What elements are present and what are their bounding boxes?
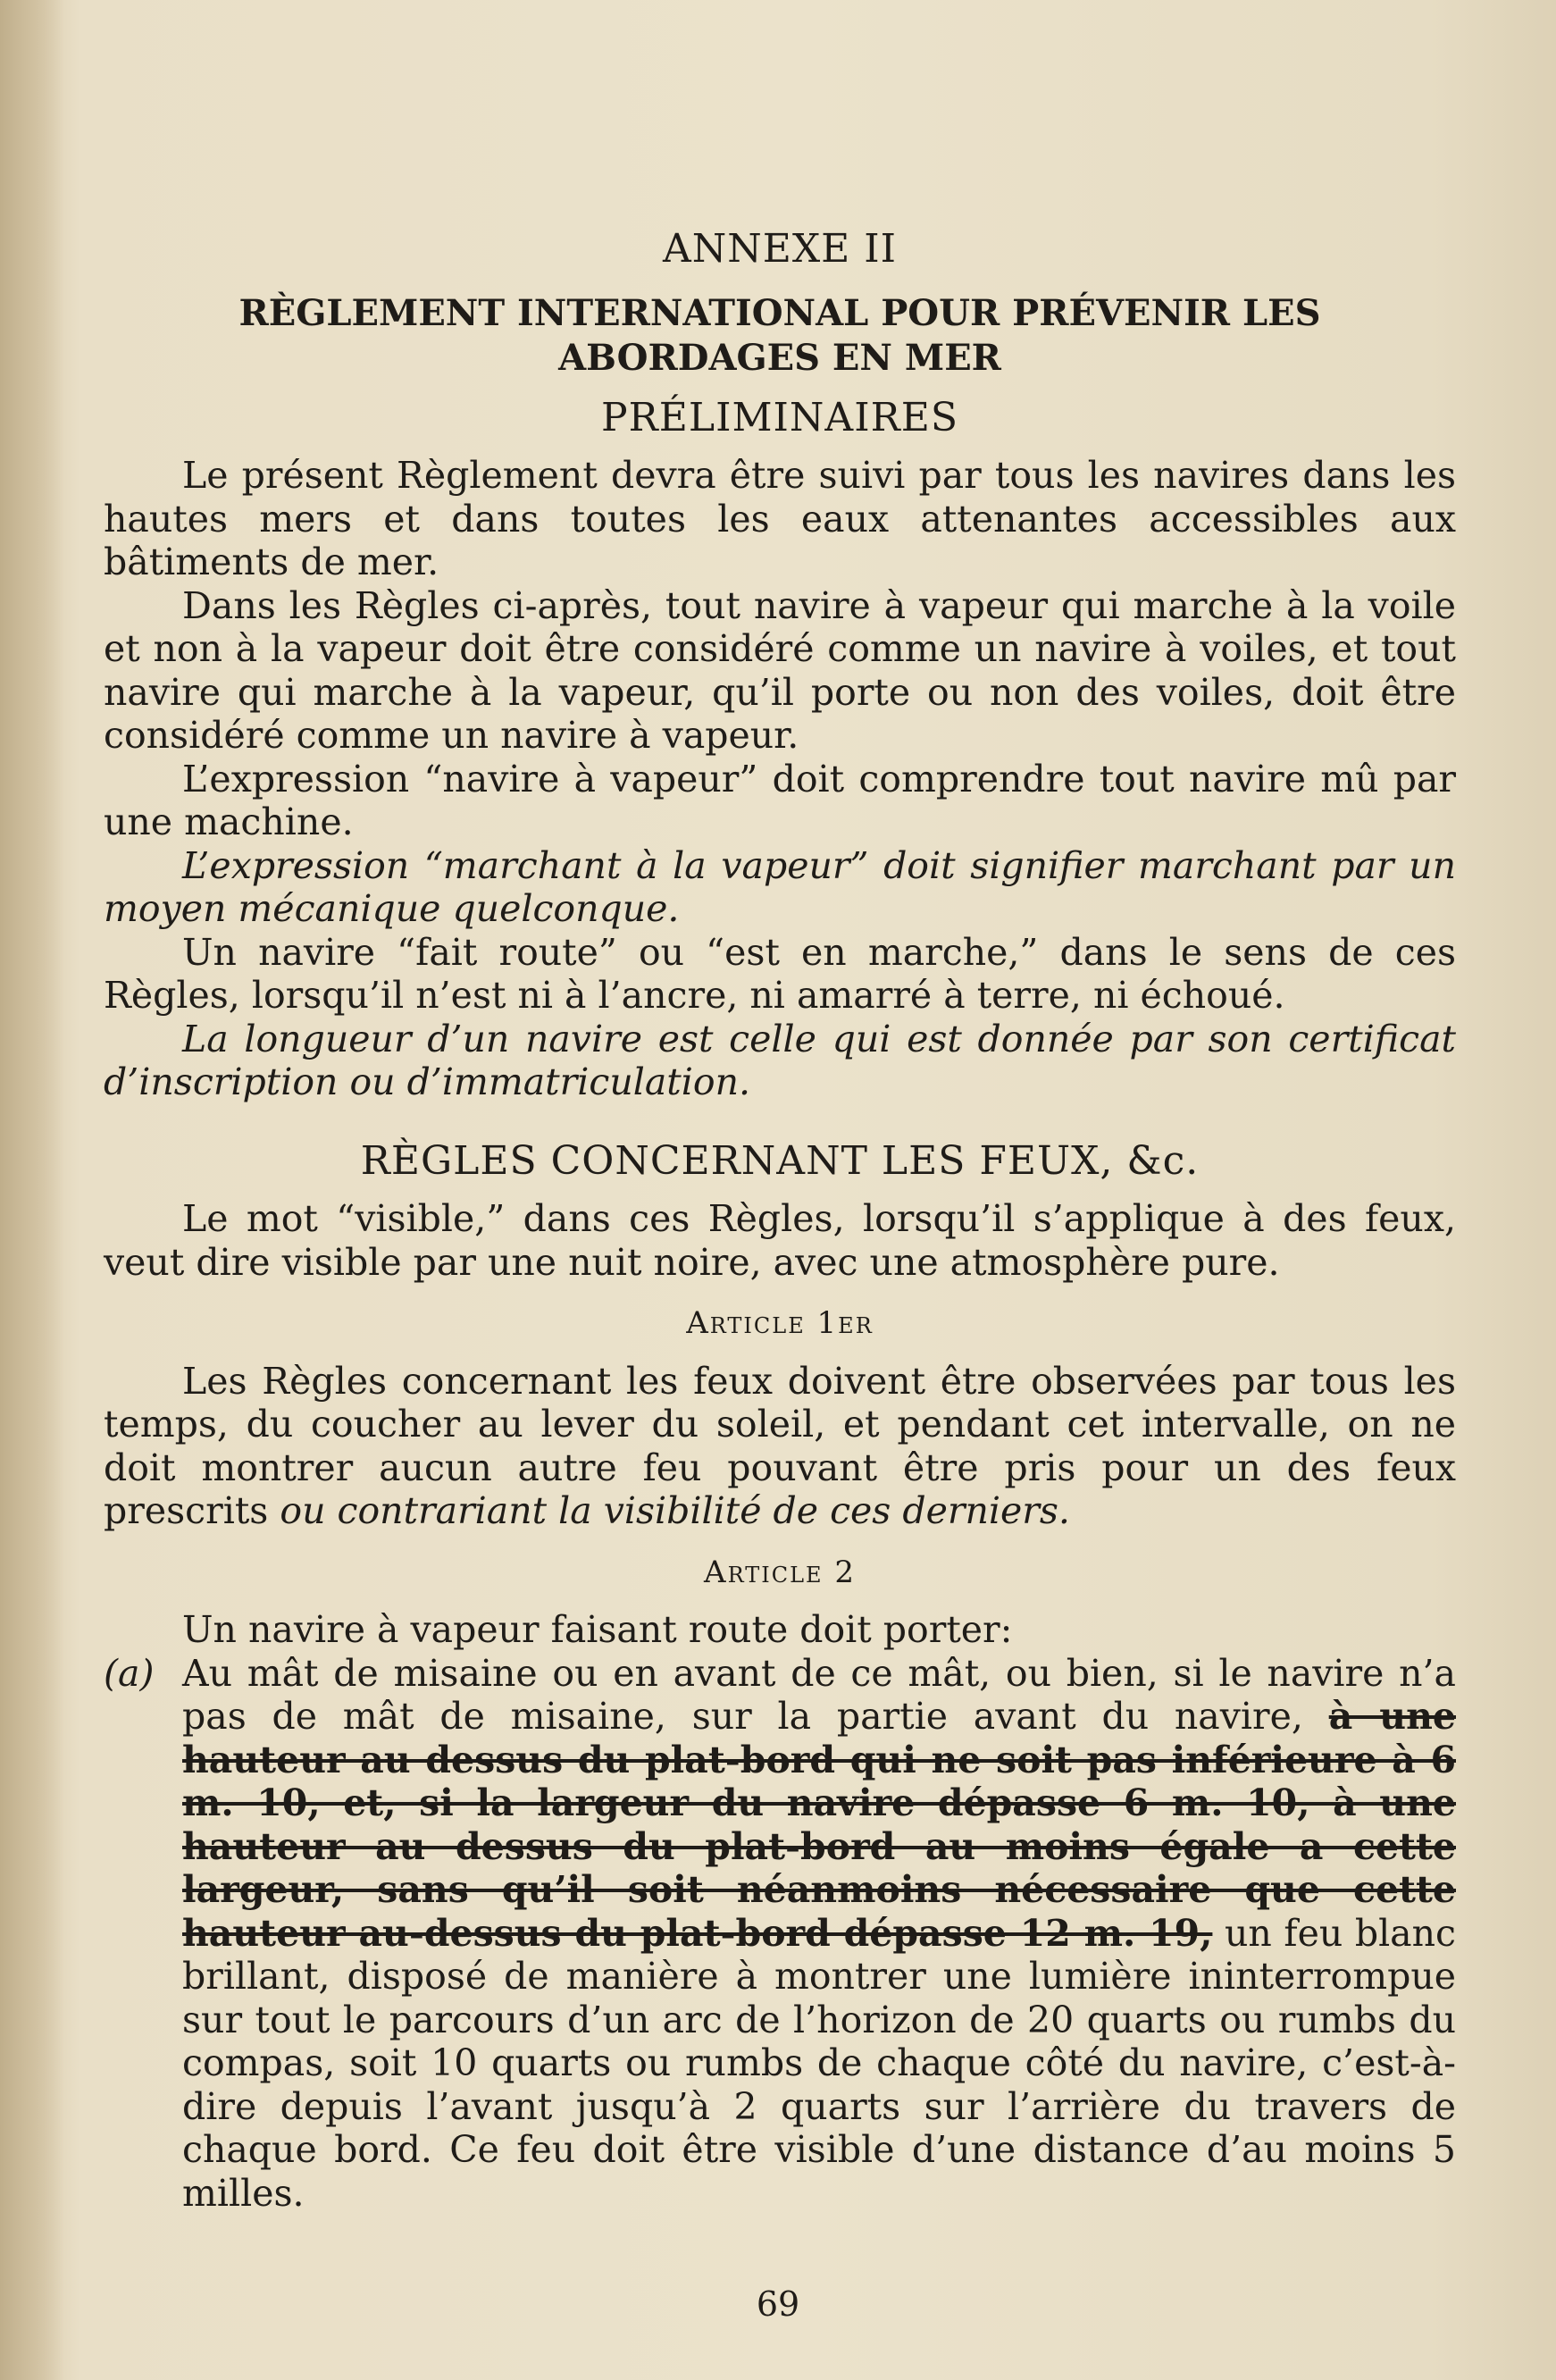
paragraph: Dans les Règles ci-après, tout navire à vapeur qui marche à la voile et non à la vapeur doit être considéré comme un navire à voiles, et tout navire qui marche à la vapeur, qu’il porte ou non des voiles, doit être considéré comme un navire à vapeur. [104, 583, 1456, 757]
paragraph: L’expression “navire à vapeur” doit comprendre tout navire mû par une machine. [104, 757, 1456, 843]
item-text [182, 1652, 1456, 2216]
page-number: 69 [756, 2284, 800, 2324]
document-title: RÈGLEMENT INTERNATIONAL POUR PRÉVENIR LES ABORDAGES EN MER [238, 291, 1321, 379]
feux-heading: RÈGLES CONCERNANT LES FEUX, &c. [360, 1137, 1200, 1184]
preliminaires-heading: PRÉLIMINAIRES [601, 394, 958, 440]
item-a-text-1: Au mât de misaine ou en avant de ce mât, ou bien, si le navire n’a pas de mât de misaine, sur la partie avant du navire, [182, 1651, 1456, 1738]
paragraph-italic: L’expression “marchant à la vapeur” doit signifier marchant par un moyen mécanique quelconque. [104, 843, 1456, 930]
item-a-text-2: un feu blanc brillant, disposé de manière à montrer une lumière ininterrompue sur tout le parcours d’un arc de l’horizon de 20 quarts ou rumbs du compas, soit 10 quarts ou rumbs de chaque côté du navire, c’est-à-dire depuis l’avant jusqu’à 2 quarts sur l’arrière du travers de chaque bord. Ce feu doit être visible d’une distance d’au moins 5 milles. [182, 1911, 1456, 2215]
article-1-heading: Article 1er [686, 1305, 874, 1341]
article-1-text [104, 1360, 1456, 1533]
article-2-item-a [104, 1652, 1456, 2216]
article-2-heading: Article 2 [704, 1554, 856, 1590]
article-1-body: Les Règles concernant les feux doivent être observées par tous les temps, du coucher au lever du soleil, et pendant cet intervalle, on ne doit montrer aucun autre feu pouvant être pris pour un des feux prescrits [104, 1359, 1456, 1532]
article-1-italic: ou contrariant la visibilité de ces derniers. [280, 1489, 1070, 1532]
paragraph: Le présent Règlement devra être suivi par tous les navires dans les hautes mers et dans toutes les eaux attenantes accessibles aux bâtiments de mer. [104, 454, 1456, 583]
article-2-intro: Un navire à vapeur faisant route doit porter: [182, 1608, 1013, 1651]
paragraph: Le mot “visible,” dans ces Règles, lorsqu’il s’applique à des feux, veut dire visible par une nuit noire, avec une atmosphère pure. [104, 1197, 1456, 1284]
annexe-heading: ANNEXE II [662, 226, 898, 272]
page-spine-shadow [0, 0, 64, 2380]
struck-through-text: à une hauteur au dessus du plat-bord qui ne soit pas inférieure à 6 m. 10, et, si la largeur du navire dépasse 6 m. 10, à une hauteur au dessus du plat-bord au moins égale a cette largeur, sans qu’il soit néanmoins nécessaire que cette hauteur au-dessus du plat-bord dépasse 12 m. 19, [182, 1695, 1456, 1955]
item-label: (a) [104, 1651, 155, 1695]
paragraph: Un navire “fait route” ou “est en marche,” dans le sens de ces Règles, lorsqu’il n’est ni à l’ancre, ni amarré à terre, ni échoué. [104, 930, 1456, 1017]
page-content [104, 228, 1456, 2215]
paragraph-italic: La longueur d’un navire est celle qui est donnée par son certificat d’inscription ou d’immatriculation. [104, 1017, 1456, 1103]
